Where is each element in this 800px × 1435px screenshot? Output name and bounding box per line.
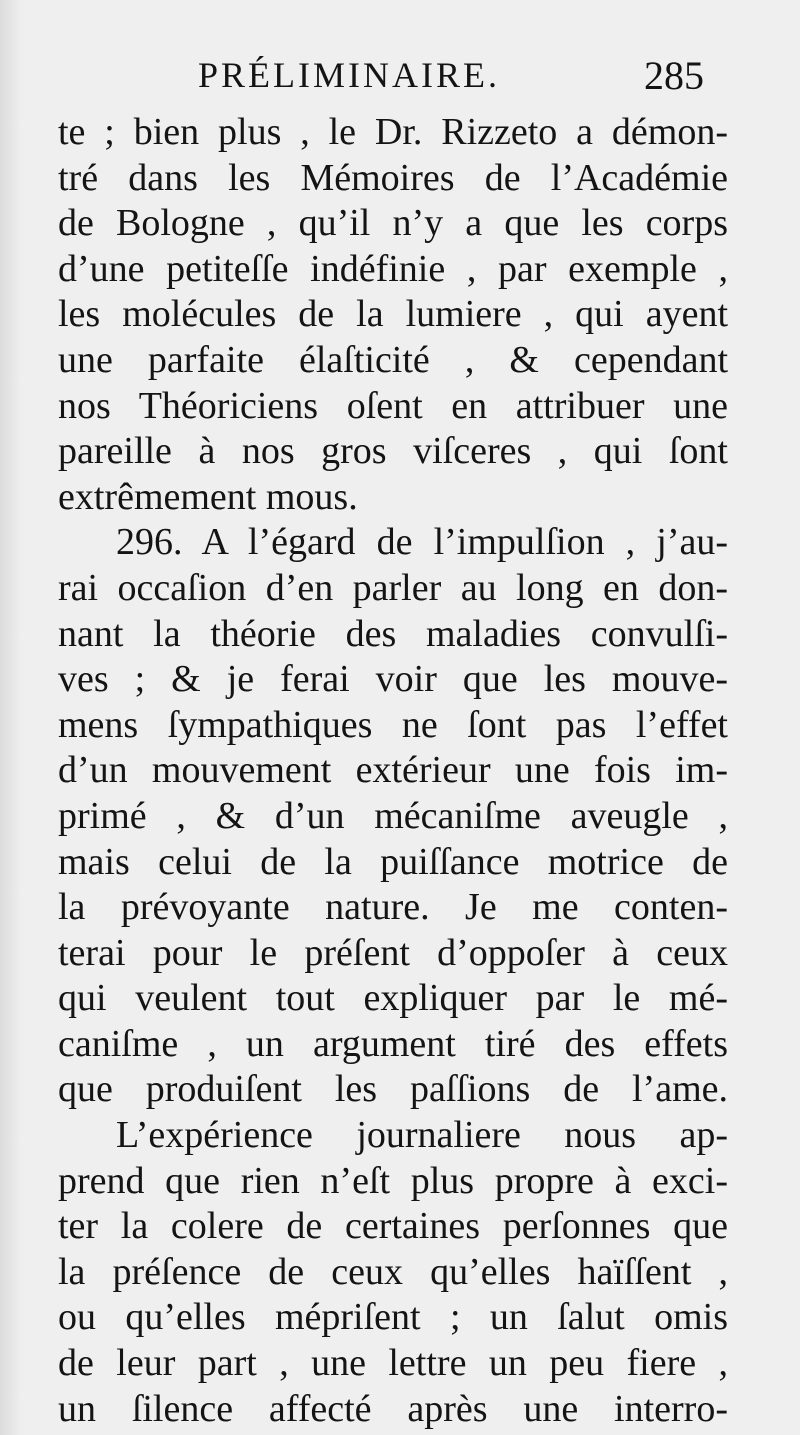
text-line: extrêmement mous. xyxy=(58,475,358,518)
text-line: nos Théoriciens oſent en attribuer une xyxy=(58,384,728,427)
text-line: un ſilence affecté après une interro- xyxy=(58,1387,728,1430)
text-line: primé , & d’un mécaniſme aveugle , xyxy=(58,794,728,837)
text-line: nant la théorie des maladies convulſi- xyxy=(58,612,728,655)
text-line: mais celui de la puiſſance motrice de xyxy=(58,840,728,883)
text-line: la prévoyante nature. Je me conten- xyxy=(58,886,728,929)
text-line: qui veulent tout expliquer par le mé- xyxy=(58,977,728,1020)
text-line: de leur part , une lettre un peu fiere , xyxy=(58,1342,728,1385)
paragraph-first-line: L’expérience journaliere nous ap- xyxy=(116,1114,728,1157)
text-line: une parfaite élaſticité , & cependant xyxy=(58,338,728,381)
paragraph-first-line: 296. A l’égard de l’impulſion , j’au- xyxy=(116,521,728,564)
text-line: d’un mouvement extérieur une fois im- xyxy=(58,749,728,792)
text-line: tré dans les Mémoires de l’Académie xyxy=(58,156,728,199)
text-line: terai pour le préſent d’oppoſer à ceux xyxy=(58,931,728,974)
text-line: que produiſent les paſſions de l’ame. xyxy=(58,1068,728,1111)
text-line: d’une petiteſſe indéfinie , par exemple , xyxy=(58,247,728,290)
text-line: te ; bien plus , le Dr. Rizzeto a démon- xyxy=(58,111,728,153)
running-title: PRÉLIMINAIRE. xyxy=(198,55,500,95)
text-line: rai occaſion d’en parler au long en don- xyxy=(58,566,728,609)
text-line: pareille à nos gros viſceres , qui ſont xyxy=(58,430,728,473)
text-line: ves ; & je ferai voir que les mouve- xyxy=(58,658,728,701)
text-line: mens ſympathiques ne ſont pas l’effet xyxy=(58,703,728,746)
text-line: prend que rien n’eſt plus propre à exci- xyxy=(58,1159,728,1202)
page-header xyxy=(0,48,800,98)
body-text xyxy=(58,110,728,1432)
text-line: ter la colere de certaines perſonnes que xyxy=(58,1205,728,1248)
text-line: caniſme , un argument tiré des effets xyxy=(58,1022,728,1065)
text-line: ou qu’elles mépriſent ; un ſalut omis xyxy=(58,1296,728,1339)
text-line: de Bologne , qu’il n’y a que les corps xyxy=(58,202,728,245)
page-number: 285 xyxy=(644,53,704,98)
text-line: les molécules de la lumiere , qui ayent xyxy=(58,293,728,336)
text-line: la préſence de ceux qu’elles haïſſent , xyxy=(58,1250,728,1293)
